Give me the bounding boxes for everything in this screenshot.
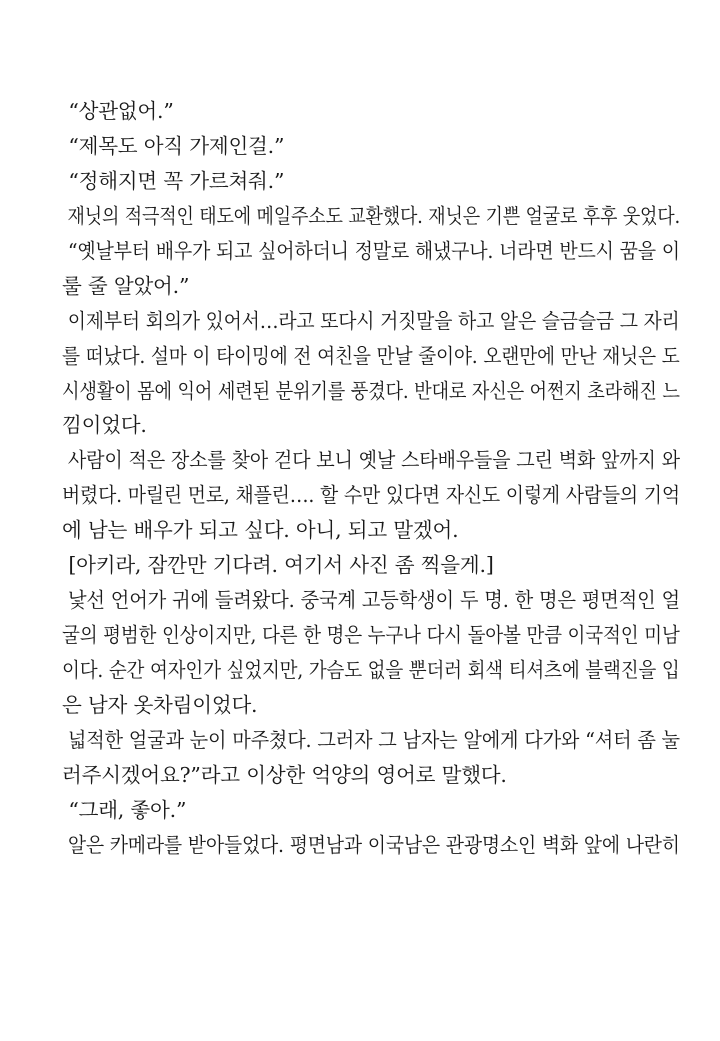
text-line: 이제부터 회의가 있어서…라고 또다시 거짓말을 하고 알은 슬금슬금 그 자리 [62, 308, 680, 333]
text-line: 낌이었다. [62, 413, 147, 438]
text-line: 은 남자 옷차림이었다. [62, 692, 258, 717]
text-line: 알은 카메라를 받아들었다. 평면남과 이국남은 관광명소인 벽화 앞에 나란히 [62, 832, 680, 857]
text-line: “옛날부터 배우가 되고 싶어하더니 정말로 해냈구나. 너라면 반드시 꿈을 이 [62, 238, 680, 263]
text-line: 재닛의 적극적인 태도에 메일주소도 교환했다. 재닛은 기쁜 얼굴로 후후 웃었다. [62, 203, 681, 228]
text-line: 사람이 적은 장소를 찾아 걷다 보니 옛날 스타배우들을 그린 벽화 앞까지 와 [62, 448, 680, 473]
text-line: “정해지면 꼭 가르쳐줘.” [62, 168, 285, 193]
text-line: “제목도 아직 가제인걸.” [62, 133, 285, 158]
text-line: 에 남는 배우가 되고 싶다. 아니, 되고 말겠어. [62, 518, 459, 543]
text-line: 이다. 순간 여자인가 싶었지만, 가슴도 없을 뿐더러 회색 티셔츠에 블랙진을 입 [62, 658, 680, 682]
text-line: “그래, 좋아.” [62, 797, 187, 822]
text-line: 러주시겠어요?”라고 이상한 억양의 영어로 말했다. [62, 762, 507, 787]
text-line: “상관없어.” [62, 99, 174, 123]
text-line: 를 떠났다. 설마 이 타이밍에 전 여친을 만날 줄이야. 오랜만에 만난 재닛은 도 [62, 343, 680, 368]
text-line: 굴의 평범한 인상이지만, 다른 한 명은 누구나 다시 돌아볼 만큼 이국적인 미남 [62, 623, 680, 648]
body-text [62, 94, 682, 863]
text-line: [아키라, 잠깐만 기다려. 여기서 사진 좀 찍을게.] [62, 553, 494, 578]
text-line: 룰 줄 알았어.” [62, 273, 190, 298]
text-line: 시생활이 몸에 익어 세련된 분위기를 풍겼다. 반대로 자신은 어쩐지 초라해진 느 [62, 378, 680, 403]
text-line: 넓적한 얼굴과 눈이 마주쳤다. 그러자 그 남자는 알에게 다가와 “셔터 좀 눌 [62, 727, 680, 752]
text-line: 낯선 언어가 귀에 들려왔다. 중국계 고등학생이 두 명. 한 명은 평면적인 얼 [62, 588, 680, 613]
text-line: 버렸다. 마릴린 먼로, 채플린…. 할 수만 있다면 자신도 이렇게 사람들의 기억 [62, 483, 680, 508]
